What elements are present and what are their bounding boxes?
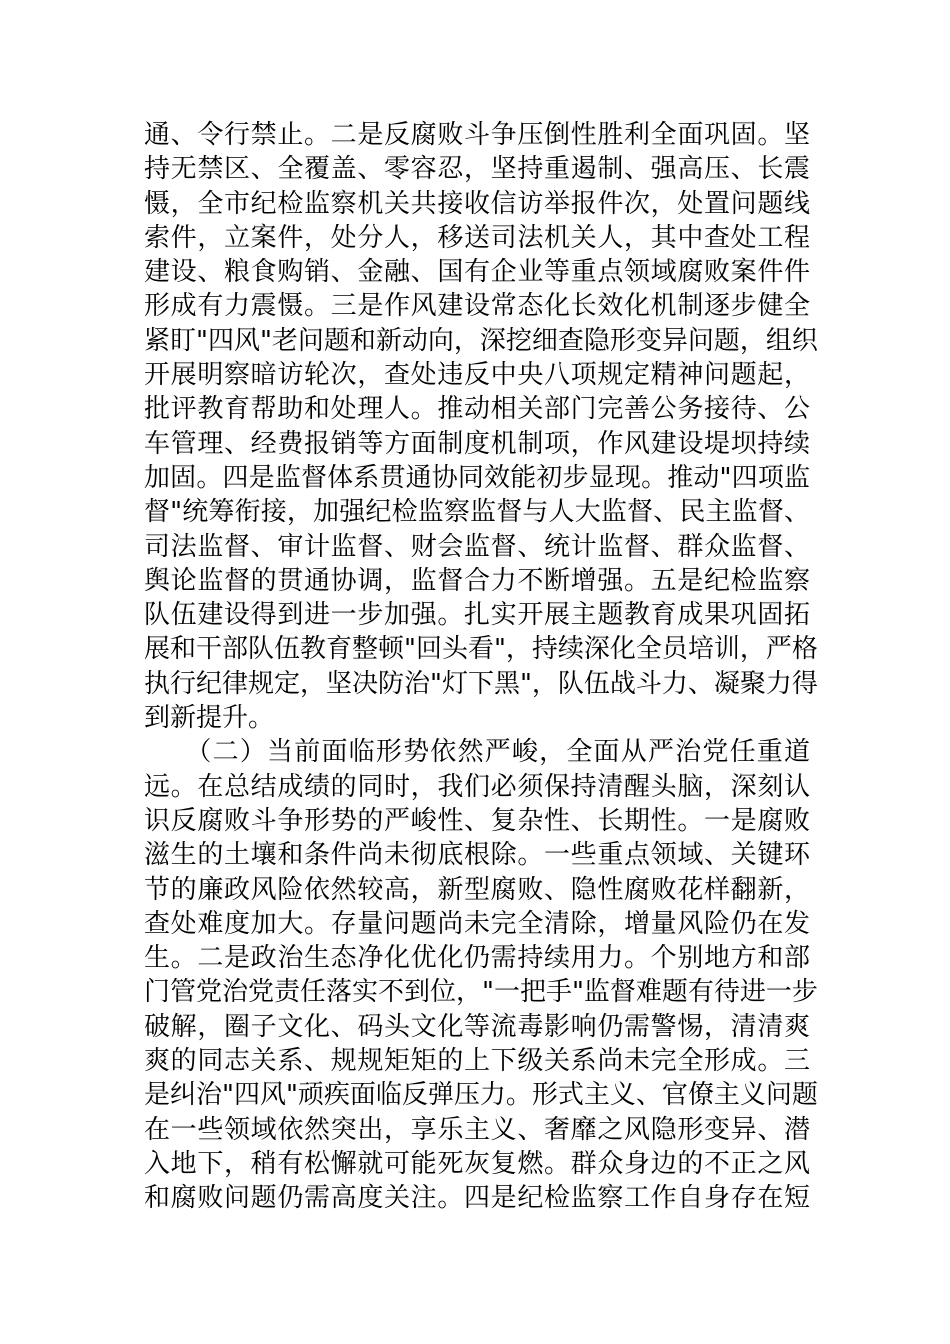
text-line: 督"统筹衔接，加强纪检监察监督与人大监督、民主监督、 (144, 497, 810, 528)
paragraph-end-line: 到新提升。 (144, 703, 275, 734)
body-text (144, 118, 818, 1216)
text-line: 通、令行禁止。二是反腐败斗争压倒性胜利全面巩固。坚 (144, 120, 810, 150)
text-line: 车管理、经费报销等方面制度机制项，作风建设堤坝持续 (144, 428, 810, 459)
text-line: 爽的同志关系、规规矩矩的上下级关系尚未完全形成。三 (144, 1046, 810, 1077)
text-line: 索件，立案件，处分人，移送司法机关人，其中查处工程 (144, 222, 810, 253)
text-line: 门管党治党责任落实不到位，"一把手"监督难题有待进一步 (144, 977, 818, 1008)
text-line: 节的廉政风险依然较高，新型腐败、隐性腐败花样翻新， (144, 874, 810, 905)
text-line: 识反腐败斗争形势的严峻性、复杂性、长期性。一是腐败 (144, 805, 810, 836)
text-line: 入地下，稍有松懈就可能死灰复燃。群众身边的不正之风 (144, 1148, 810, 1179)
text-line: 舆论监督的贯通协调，监督合力不断增强。五是纪检监察 (144, 565, 810, 596)
text-line: 查处难度加大。存量问题尚未完全清除，增量风险仍在发 (144, 908, 810, 939)
text-line: 和腐败问题仍需高度关注。四是纪检监察工作自身存在短 (144, 1183, 810, 1214)
text-line: 破解，圈子文化、码头文化等流毒影响仍需警惕，清清爽 (144, 1011, 810, 1042)
text-line: 是纠治"四风"顽疾面临反弹压力。形式主义、官僚主义问题 (144, 1080, 818, 1111)
text-line: 开展明察暗访轮次，查处违反中央八项规定精神问题起， (144, 360, 810, 391)
text-line: 远。在总结成绩的同时，我们必须保持清醒头脑，深刻认 (144, 771, 810, 802)
text-line: 队伍建设得到进一步加强。扎实开展主题教育成果巩固拓 (144, 600, 810, 631)
text-line: 建设、粮食购销、金融、国有企业等重点领域腐败案件件 (144, 257, 810, 288)
text-line: 展和干部队伍教育整顿"回头看"，持续深化全员培训，严格 (144, 634, 818, 665)
text-line: 执行纪律规定，坚决防治"灯下黑"，队伍战斗力、凝聚力得 (144, 668, 818, 699)
text-line: 慑，全市纪检监察机关共接收信访举报件次，处置问题线 (144, 188, 810, 219)
text-line: 加固。四是监督体系贯通协同效能初步显现。推动"四项监 (144, 462, 810, 493)
text-line: 司法监督、审计监督、财会监督、统计监督、群众监督、 (144, 531, 810, 562)
text-line: 紧盯"四风"老问题和新动向，深挖细查隐形变异问题，组织 (144, 325, 818, 356)
text-line: 批评教育帮助和处理人。推动相关部门完善公务接待、公 (144, 394, 810, 425)
text-line: 持无禁区、全覆盖、零容忍，坚持重遏制、强高压、长震 (144, 154, 810, 185)
text-line: 滋生的土壤和条件尚未彻底根除。一些重点领域、关键环 (144, 840, 810, 871)
text-line: 生。二是政治生态净化优化仍需持续用力。个别地方和部 (144, 943, 810, 974)
section-heading-line: （二）当前面临形势依然严峻，全面从严治党任重道 (144, 737, 810, 768)
text-line: 在一些领域依然突出，享乐主义、奢靡之风隐形变异、潜 (144, 1114, 810, 1145)
text-line: 形成有力震慑。三是作风建设常态化长效化机制逐步健全 (144, 291, 810, 322)
